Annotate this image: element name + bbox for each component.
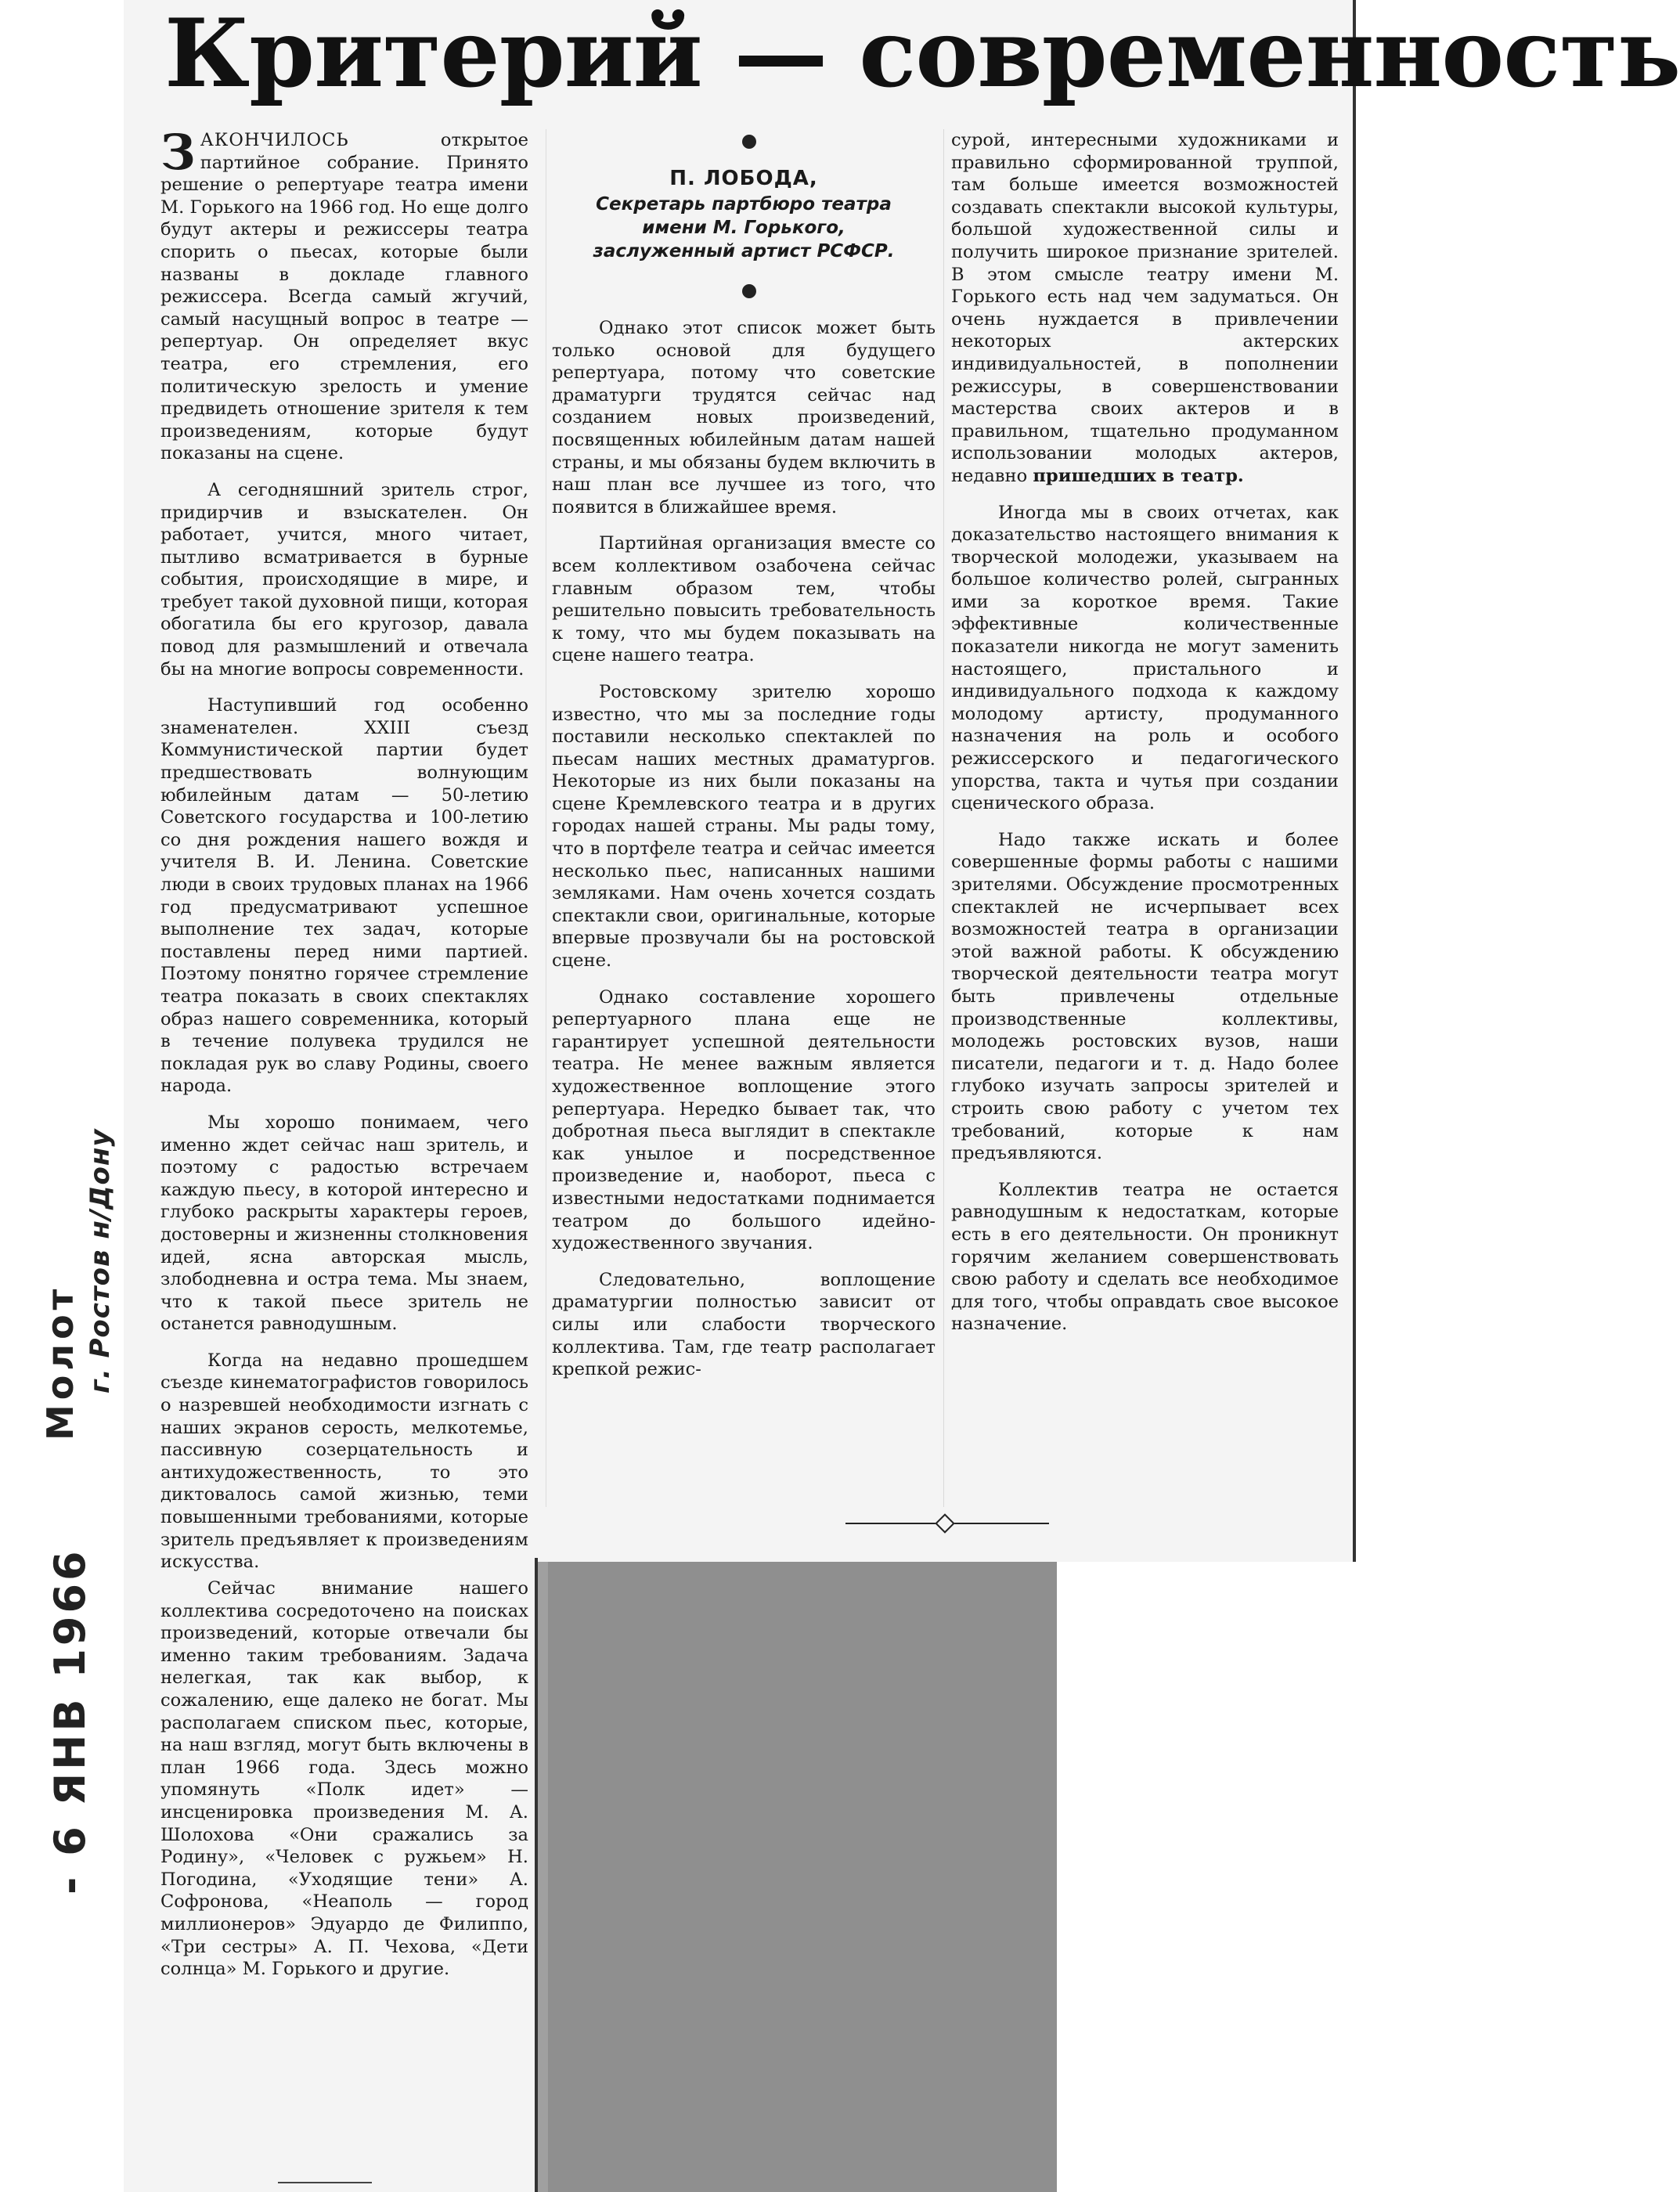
- bullet-ornament: [742, 284, 756, 298]
- stamp-city: г. Ростов н/Дону: [85, 1128, 116, 1393]
- author-byline: [552, 164, 936, 263]
- paragraph: А сегодняшний зритель строг, придирчив и взыскателен. Он работает, учится, много читает, пытливо всматривается в бурные события, происходящие в мире, и требует такой духовной пищи, которая обогатила бы его кругозор, давала повод для размышлений и отвечала бы на многие вопросы современности.: [160, 479, 528, 680]
- article-column-3: [951, 129, 1339, 1350]
- lead-paragraph: [160, 124, 529, 465]
- column-divider: [943, 129, 944, 1507]
- paragraph: Ростовскому зрителю хорошо известно, что мы за последние годы поставили несколько спектаклей по пьесам наших местных драматургов. Некоторые из них были показаны на сцене Кремлевского театра и в других городах нашей страны. Мы рады тому, что в портфеле театра и сейчас имеется несколько пьес, написанных нашими земляками. Нам очень хочется создать спектакли свои, оригинальные, которые впервые прозвучали бы на ростовской сцене.: [552, 681, 936, 972]
- paragraph: Надо также искать и более совершенные формы работы с нашими зрителями. Обсуждение просмотренных спектаклей не исчерпывает всех возможностей театра в организации этой важной работы. К обсуждению творческой деятельности театра могут быть привлечены отдельные производственные коллективы, молодежь ростовских вузов, наши писатели, педагоги и т. д. Надо более глубоко изучать запросы зрителей и строить свою работу с учетом тех требований, которые к нам предъявляются.: [951, 829, 1339, 1164]
- paragraph-text: сурой, интересными художниками и правильно сформированной труппой, там больше имеется возможностей создавать спектакли высокой культуры, большой художественной силы и получить широкое признание зрителей. В этом смысле театру имени М. Горького есть над чем задуматься. Он очень нуждается в привлечении некоторых актерских индивидуальностей, в пополнении режиссуры, в совершенствовании мастерства своих актеров и в правильном, тщательно продуманном использовании молодых актеров, недавно: [951, 130, 1339, 486]
- stamp-date: - 6 ЯНВ 1966: [45, 1548, 95, 1895]
- article-column-2: [552, 317, 936, 1395]
- author-position: имени М. Горького,: [642, 218, 845, 238]
- paragraph: Иногда мы в своих отчетах, как доказательство настоящего внимания к творческой молодежи, указываем на большое количество ролей, сыгранных ими за короткое время. Такие эффективные количественные показатели никогда не могут заменить настоящего, пристального и индивидуального подхода к каждому молодому артисту, продуманного назначения на роль и особого режиссерского и педагогического упорства, такта и чутья при создании сценического образа.: [951, 502, 1339, 814]
- paragraph: Коллектив театра не остается равнодушным к недостаткам, которые есть в его деятельности. Он проникнут горячим желанием совершенствовать свою работу и сделать все необходимое для того, чтобы оправдать свое высокое назначение.: [951, 1179, 1339, 1335]
- paragraph: Сейчас внимание нашего коллектива сосредоточено на поисках произведений, которые отвечали бы именно таким требованиям. Задача нелегкая, так как выбор, к сожалению, еще далеко не богат. Мы располагаем списком пьес, которые, на наш взгляд, могут быть включены в план 1966 года. Здесь можно упомянуть «Полк идет» — инсценировка произведения М. А. Шолохова «Они сражались за Родину», «Человек с ружьем» Н. Погодина, «Уходящие тени» А. Софронова, «Неаполь — город миллионеров» Эдуардо де Филиппо, «Три сестры» А. П. Чехова, «Дети солнца» М. Горького и другие.: [160, 1578, 528, 1980]
- article-column-1-continued: [160, 1577, 528, 1995]
- backing-sheet: [548, 1558, 1057, 2192]
- bottom-rule: [278, 2182, 372, 2183]
- article-title: Критерий — современность: [164, 0, 1680, 109]
- author-position: заслуженный артист РСФСР.: [593, 241, 895, 261]
- lead-caps: АКОНЧИЛОСЬ: [200, 130, 349, 150]
- bullet-ornament: [742, 135, 756, 149]
- paragraph: Наступивший год особенно знаменателен. XXIII съезд Коммунистической партии будет предшествовать волнующим юбилейным датам — 50-летию Советского государства и 100-летию со дня рождения нашего вождя и учителя В. И. Ленина. Советские люди в своих трудовых планах на 1966 год предусматривают успешное выполнение тех задач, которые поставлены перед ними партией. Поэтому понятно горячее стремление театра показать в своих спектаклях образ нашего современника, который в течение полувека трудился не покладая рук во славу Родины, своего народа.: [160, 695, 528, 1097]
- drop-cap: З: [160, 124, 196, 181]
- paragraph: Однако составление хорошего репертуарного плана еще не гарантирует успешной деятельности театра. Не менее важным является художественное воплощение этого репертуара. Нередко бывает так, что добротная пьеса выглядит в спектакле как унылое и посредственное произведение и, наоборот, пьеса с известными недостатками поднимается театром до большого идейно-художественного звучания.: [552, 986, 936, 1254]
- author-position: Секретарь партбюро театра: [596, 194, 892, 215]
- stamp-newspaper-name: Молот: [39, 1284, 81, 1440]
- paragraph: Партийная организация вместе со всем коллективом озабочена сейчас главным образом тем, чтобы решительно повысить требовательность к тому, что мы будем показывать на сцене нашего театра.: [552, 533, 936, 666]
- archive-stamp: [16, 1112, 125, 1895]
- paragraph: Когда на недавно прошедшем съезде кинематографистов говорилось о назревшей необходимости изгнать с наших экранов серость, мелкотемье, пассивную созерцательность и антихудожественность, то это диктовалось самой жизнью, теми повышенными требованиями, которые зритель предъявляет к произведениям искусства.: [160, 1350, 528, 1573]
- paragraph-bold-text: пришедших в театр.: [1033, 465, 1244, 486]
- author-name: П. ЛОБОДА,: [669, 167, 818, 190]
- paragraph: Однако этот список может быть только основой для будущего репертуара, потому что советские драматурги трудятся сейчас над созданием новых произведений, посвященных юбилейным датам нашей страны, и мы обязаны будем включить в наш план все лучшее из того, что появится в ближайшее время.: [552, 318, 936, 517]
- lead-text: открытое партийное собрание. Принято решение о репертуаре театра имени М. Горького на 1966 год. Но еще долго будут актеры и режиссеры театра спорить о пьесах, которые были названы в докладе главного режиссера. Всегда самый жгучий, самый насущный вопрос в театре — репертуар. Он определяет вкус театра, его стремления, его политическую зрелость и умение предвидеть отношение зрителя к тем произведениям, которые будут показаны на сцене.: [160, 130, 529, 464]
- article-column-1: [160, 124, 529, 1588]
- paragraph: Мы хорошо понимаем, чего именно ждет сейчас наш зритель, и поэтому с радостью встречаем каждую пьесу, в которой интересно и глубоко раскрыты характеры героев, достоверны и жизненны столкновения идей, ясна авторская мысль, злободневна и остра тема. Мы знаем, что к такой пьесе зритель не останется равнодушным.: [160, 1112, 528, 1335]
- paragraph: Следовательно, воплощение драматургии полностью зависит от силы или слабости творческого коллектива. Там, где театр располагает крепкой режис-: [552, 1269, 936, 1380]
- paragraph: [951, 129, 1339, 488]
